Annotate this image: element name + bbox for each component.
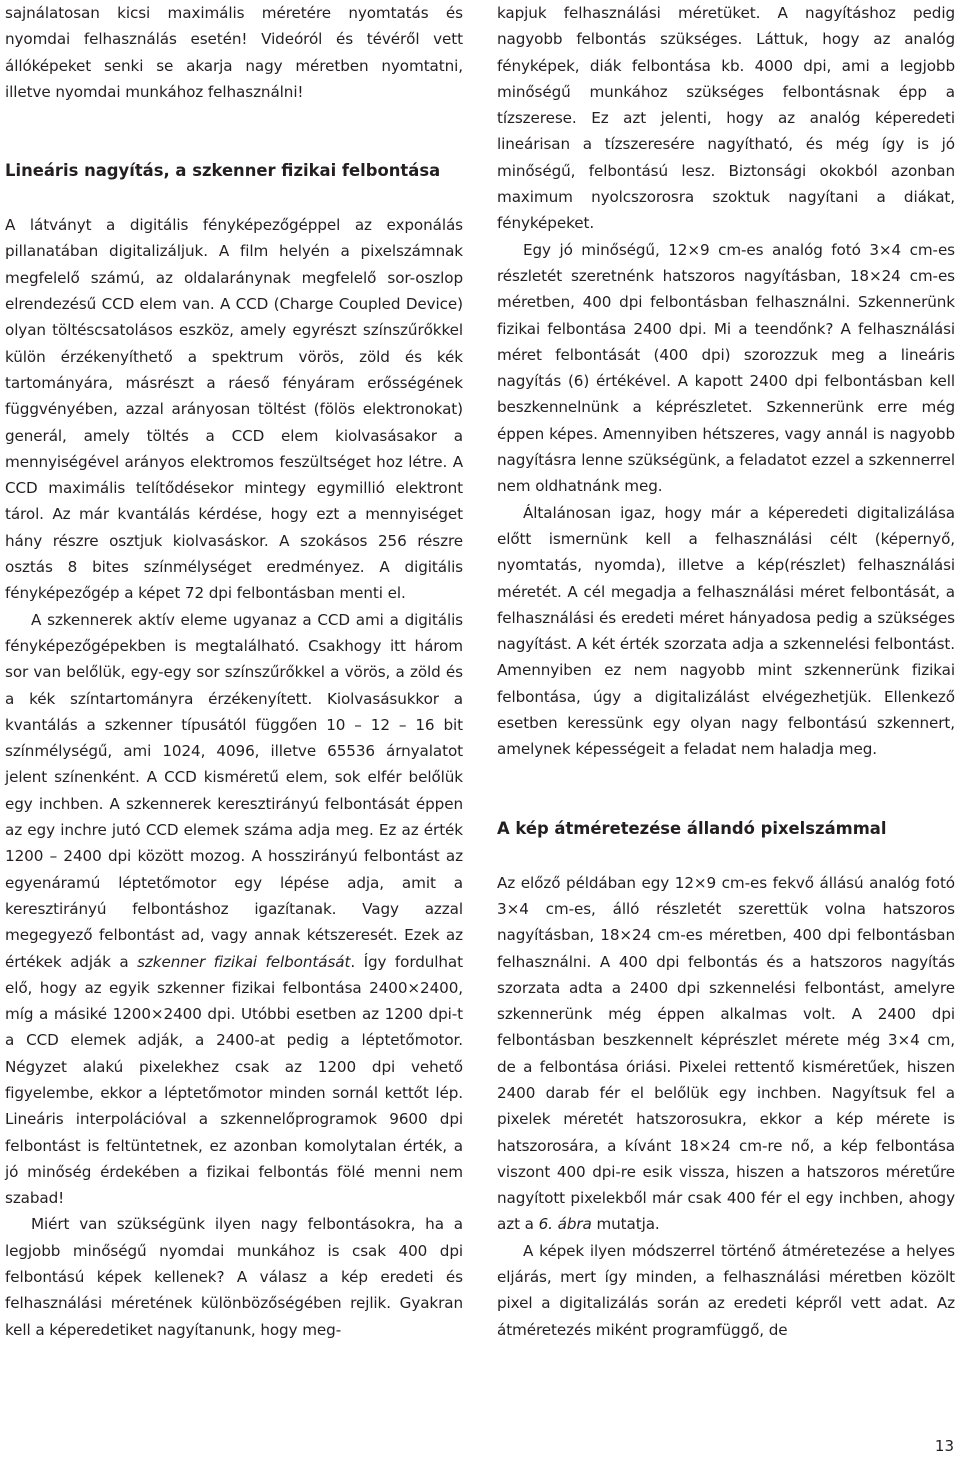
paragraph-intro-continued: sajnálatosan kicsi maximális méretére nyomtatás és nyomdai felhasználás esetén! Videóról és tévéről vett állóképeket senki se akarja nagy méretben nyomtatni, illetve nyomdai munkához felhasználni! xyxy=(5,4,463,101)
left-column xyxy=(5,0,463,1343)
section-heading-linear-enlargement: Lineáris nagyítás, a szkenner fizikai felbontása xyxy=(5,161,441,181)
scanner-physical-resolution-term: szkenner fizikai felbontását xyxy=(137,952,351,971)
paragraph-scanner-ccd-text-2: . Így fordulhat elő, hogy az egyik szkenner fizikai felbontása 2400×2400, míg a másiké 1200×2400 dpi. Utóbbi esetben az 1200 dpi-t a CCD elemek adják, a 2400-at pedig a léptetőmotor. Négyzet alakú pixelekhez csak az 1200 dpi vehető figyelembe, ekkor a léptetőmotor minden sornál kettőt lép. Lineáris interpolációval a szkennelőprogramok 9600 dpi felbontást is feltüntetnek, ez azonban komolytalan érték, a jó minőség érdekében a fizikai felbontás fölé menni nem szabad! xyxy=(5,952,463,1208)
paragraph-scanner-ccd-text-1: A szkennerek aktív eleme ugyanaz a CCD ami a digitális fényképezőgépekben is megtalálható. Csakhogy itt három sor van belőlük, egy-egy sor színszűrőkkel a vörös, a zöld és a kék színtartományra érzékenyített. Kiolvasásukkor a kvantálás a szkenner típusától függően 10 – 12 – 16 bit színmélységű, ami 1024, 4096, illetve 65536 árnyalatot jelent színenként. A CCD kisméretű elem, sok elfér belőlük egy inchben. A szkennerek keresztirányú felbontását éppen az egy inchre jutó CCD elemek száma adja meg. Ez az érték 1200 – 2400 dpi között mozog. A hosszirányú felbontást az egyenáramú léptetőmotor egy lépése adja, amit a keresztirányú felbontáshoz igazítanak. Vagy azzal megegyező felbontást ad, vagy annak kétszeresét. Ezek az értékek adják a xyxy=(5,610,463,971)
figure-reference: 6. ábra xyxy=(538,1215,592,1234)
paragraph-general-rule: Általánosan igaz, hogy már a képeredeti digitalizálása előtt ismernünk kell a felhasználási célt (képernyő, nyomtatás, nyomda), illetve a kép(részlet) felhasználási méretét. A cél megadja a felhasználási méret felbontását, a felhasználási és eredeti méret hányadosa pedig a szükséges nagyítást. A két érték szorzata adja a szkennelési felbontást. Amennyiben ez nem nagyobb mint szkennerünk fizikai felbontása, úgy a digitalizálást elvégezhetjük. Ellenkező esetben keressünk egy olyan nagy felbontású szkennert, amelynek képességeit a feladat nem haladja meg. xyxy=(497,503,955,759)
paragraph-resize-example xyxy=(497,870,955,1238)
paragraph-scanner-ccd xyxy=(5,607,463,1212)
paragraph-usage-size-continued: kapjuk felhasználási méretüket. A nagyításhoz pedig nagyobb felbontás szükséges. Láttuk, hogy az analóg fényképek, diák felbontása kb. 4000 dpi, ami a legjobb minőségű munkához szükséges felbontásnak épp a tízszerese. Ez azt jelenti, hogy az analóg képeredeti lineárisan a tízszeresére nagyítható, és még így is jó minőségű, felbontású lesz. Biztonsági okokból azonban maximum nyolcszorosra szoktuk nagyítani a diákat, fényképeket. xyxy=(497,4,955,233)
paragraph-resize-method: A képek ilyen módszerrel történő átméretezése a helyes eljárás, mert így minden, a felhasználási méretben közölt pixel a digitalizálás során az eredeti képről vett adat. Az átméretezés miként programfüggő, de xyxy=(497,1241,955,1339)
paragraph-enlargement-example: Egy jó minőségű, 12×9 cm-es analóg fotó 3×4 cm-es részletét szeretnénk hatszoros nagyításban, 18×24 cm-es méretben, 400 dpi felbontásban felhasználni. Szkennerünk fizikai felbontása 2400 dpi. Mi a teendőnk? A felhasználási méret felbontását (400 dpi) szorozzuk meg a lineáris nagyítás (6) értékével. A kapott 2400 dpi felbontásban kell beszkennelnünk a képrészletet. Szkennerünk erre még éppen képes. Amennyiben hétszeres, vagy annál is nagyobb nagyításra lenne szükségünk, a feladatot ezzel a szkennerrel nem oldhatnánk meg. xyxy=(497,240,955,496)
paragraph-resize-example-text-1: Az előző példában egy 12×9 cm-es fekvő állású analóg fotó 3×4 cm-es, álló részletét szerettük volna hatszoros nagyításban, 18×24 cm-es méretben, 400 dpi felbontásban felhasználni. A 400 dpi felbontás és a hatszoros nagyítás szorzata adta a 2400 dpi szkennelési felbontást, amelyre szkennerünk még éppen alkalmas volt. A 2400 dpi felbontásban beszkennelt képrészlet mérete még 3×4 cm, de a felbontása óriási. Pixelei rettentő kisméretűek, hiszen 2400 darab fér el belőlük egy inchben. Nagyítsuk fel a pixelek méretét hatszorosukra, ekkor a kép mérete is hatszorosára, a kívánt 18×24 cm-re nő, a kép felbontása viszont 400 dpi-re esik vissza, hiszen a hatszoros méretűre nagyított pixelekből már csak 400 fér el egy inchben, ahogy azt a xyxy=(497,873,955,1234)
paragraph-why-high-resolution: Miért van szükségünk ilyen nagy felbontásokra, ha a legjobb minőségű nyomdai munkához is csak 400 dpi felbontású képek kellenek? A válasz a kép eredeti és felhasználási méretének különbözőségében rejlik. Gyakran kell a képeredetiket nagyítanunk, hogy meg- xyxy=(5,1215,463,1339)
paragraph-digital-camera-ccd: A látványt a digitális fényképezőgéppel az exponálás pillanatában digitalizáljuk. A film helyén a pixelszámnak megfelelő számú, az oldalaránynak megfelelő sor-oszlop elrendezésű CCD elem van. A CCD (Charge Coupled Device) olyan töltéscsatolásos eszköz, amely egyrészt színszűrőkkel külön érzékenyíthető a spektrum vörös, zöld és kék tartományára, másrészt a ráeső fényáram erősségének függvényében, azzal arányosan töltést (fölös elektronokat) generál, amely töltés a CCD elem kiolvasásakor a mennyiségével arányos elektromos feszültséget hoz létre. A CCD maximális telítődésekor mintegy egymillió elektront tárol. Az már kvantálás kérdése, hogy ezt a mennyiséget hány részre osztjuk kiolvasáskor. A szokásos 256 részre osztás 8 bites színmélységet eredményez. A digitális fényképezőgép a képet 72 dpi felbontásban menti el. xyxy=(5,216,463,603)
page-number: 13 xyxy=(934,1437,954,1455)
section-heading-resize-constant-pixels: A kép átméretezése állandó pixelszámmal xyxy=(497,818,887,838)
paragraph-resize-example-text-2: mutatja. xyxy=(591,1215,660,1234)
right-column xyxy=(497,0,955,1343)
